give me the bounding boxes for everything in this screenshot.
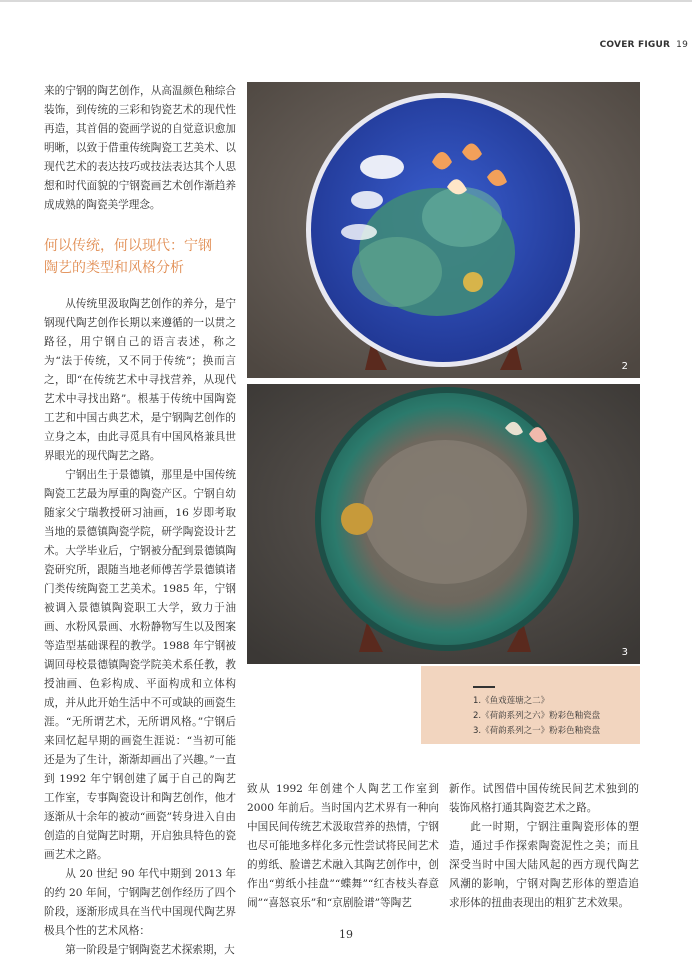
paragraph: 从传统里汲取陶艺创作的养分，是宁钢现代陶艺创作长期以来遵循的一以贯之路径，用宁钢自己的语言表述，称之为“法于传统，又不同于传统”；换而言之，即“在传统艺术中寻找营养，从现代艺术中寻找出路”。根基于传统中国陶瓷工艺和中国古典艺术，是宁钢陶艺创作的立身之本，由此寻觅具有中国风格兼具世界眼光的现代陶艺之路。 [44, 298, 236, 462]
heading-line-2: 陶艺的类型和风格分析 [44, 260, 184, 276]
running-header [0, 0, 692, 60]
center-glaze [363, 440, 527, 584]
caption-list [473, 694, 600, 739]
header-page-number: 19 [676, 40, 688, 50]
green-plate-image [247, 384, 640, 664]
caption-item: 1.《鱼戏莲塘之二》 [473, 696, 550, 706]
paragraph: 新作。试图借中国传统民间艺术独到的装饰风格打通其陶瓷艺术之路。 [449, 783, 639, 814]
header-rule [0, 0, 692, 2]
middle-column [247, 780, 439, 913]
lotus-pod [341, 503, 373, 535]
figure-3-photo [247, 384, 640, 664]
section-title: COVER FIGUR [599, 40, 671, 50]
caption-item: 2.《荷韵系列之六》粉彩色釉瓷盘 [473, 711, 601, 721]
blue-plate-image [247, 82, 640, 378]
left-column [44, 82, 236, 960]
header-bar [600, 40, 688, 50]
figure-number: 2 [621, 361, 628, 372]
heading-line-1: 何以传统，何以现代：宁钢 [44, 238, 212, 254]
page-number: 19 [339, 928, 353, 941]
paragraph: 从 20 世纪 90 年代中期到 2013 年的约 20 年间，宁钢陶艺创作经历了四个阶段，逐渐形成具在当代中国现代陶艺界极具个性的艺术风格： [44, 868, 236, 937]
right-column [449, 780, 639, 913]
paragraph: 第一阶段是宁钢陶瓷艺术探索期，大 [65, 944, 235, 956]
paragraph: 此一时期，宁钢注重陶瓷形体的塑造，通过手作探索陶瓷泥性之美；而且深受当时中国大陆风起的西方现代陶艺风潮的影响，宁钢对陶艺形体的塑造追求形体的扭曲表现出的粗犷艺术效果。 [449, 821, 639, 909]
caption-box [421, 666, 640, 744]
figure-2-photo [247, 82, 640, 378]
paragraph: 宁钢出生于景德镇，那里是中国传统陶瓷工艺最为厚重的陶瓷产区。宁钢自幼随家父宁瑞教授研习油画，16 岁即考取当地的景德镇陶瓷学院，研学陶瓷设计艺术。大学毕业后，宁钢被分配到景德镇陶瓷研究所，跟随当地老师傅苦学景德镇诸门类传统陶瓷工艺美术。1985 年，宁钢被调入景德镇陶瓷职工大学，致力于油画、水粉风景画、水粉静物写生以及图案等造型基础课程的教学。1988 年宁钢被调回母校景德镇陶瓷学院美术系任教，教授油画、色彩构成、平面构成和立体构成，并从此开始生活中不可或缺的画瓷生涯。“无所谓艺术，无所谓风格。”宁钢后来回忆起早期的画瓷生涯说：“当初可能还是为了生计，渐渐却画出了兴趣。”一直到 1992 年宁钢创建了属于自己的陶艺工作室，专事陶瓷设计和陶艺创作，他才逐渐从十余年的被动“画瓷”转身进入自由创造的自觉陶艺时期，开启独具特色的瓷画艺术之路。 [44, 469, 236, 861]
section-heading [44, 235, 236, 279]
lotus-pod [463, 272, 483, 292]
caption-rule [473, 686, 495, 688]
paragraph: 来的宁钢的陶艺创作，从高温颜色釉综合装饰，到传统的三彩和钧瓷艺术的现代性再造，其首倡的瓷画学说的自觉意识愈加明晰，以致于借重传统陶瓷工艺美术、以现代艺术的表达技巧或技法表达其个人思想和时代面貌的宁钢瓷画艺术创作渐趋养成成熟的陶瓷美学理念。 [44, 85, 236, 211]
paragraph: 致从 1992 年创建个人陶艺工作室到 2000 年前后。当时国内艺术界有一种向中国民间传统艺术汲取营养的热情，宁钢也尽可能地多样化多元性尝试将民间艺术的剪纸、脸谱艺术融入其陶艺创作中，创作出“剪纸小挂盘”“蝶舞”“红杏枝头春意闹”“喜怒哀乐”和“京剧脸谱”等陶艺 [247, 783, 439, 909]
caption-item: 3.《荷韵系列之一》粉彩色釉瓷盘 [473, 726, 601, 736]
figure-number: 3 [621, 647, 628, 658]
